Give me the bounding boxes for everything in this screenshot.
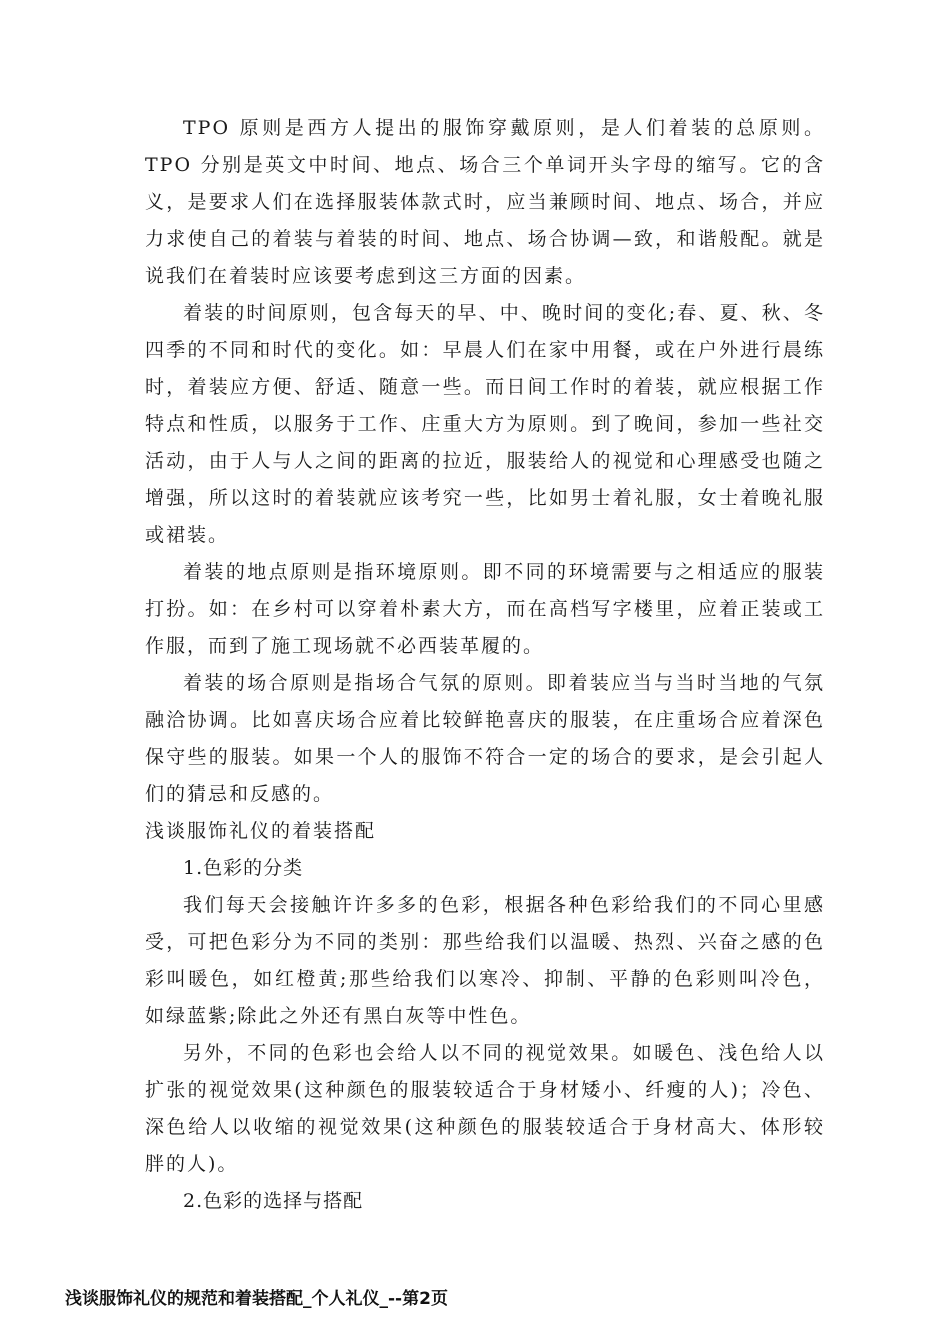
- paragraph-place-principle: 着装的地点原则是指环境原则。即不同的环境需要与之相适应的服装打扮。如：在乡村可以穿着朴素大方，而在高档写字楼里，应着正装或工作服，而到了施工现场就不必西装革履的。: [145, 561, 825, 657]
- paragraph-color-types: 我们每天会接触许许多多的色彩，根据各种色彩给我们的不同心里感受，可把色彩分为不同的类别：那些给我们以温暖、热烈、兴奋之感的色彩叫暖色，如红橙黄;那些给我们以寒冷、抑制、平静的色彩则叫冷色，如绿蓝紫;除此之外还有黑白灰等中性色。: [145, 894, 825, 1027]
- subheading-color-selection: 2.色彩的选择与搭配: [183, 1190, 364, 1212]
- paragraph-occasion-principle: 着装的场合原则是指场合气氛的原则。即着装应当与当时当地的气氛融洽协调。比如喜庆场合应着比较鲜艳喜庆的服装，在庄重场合应着深色保守些的服装。如果一个人的服饰不符合一定的场合的要求，是会引起人们的猜忌和反感的。: [145, 672, 825, 805]
- page-footer: 浅谈服饰礼仪的规范和着装搭配_个人礼仪_--第2页: [65, 1289, 448, 1309]
- section-heading: 浅谈服饰礼仪的着装搭配: [145, 820, 377, 842]
- paragraph-time-principle: 着装的时间原则，包含每天的早、中、晚时间的变化;春、夏、秋、冬四季的不同和时代的变化。如：早晨人们在家中用餐，或在户外进行晨练时，着装应方便、舒适、随意一些。而日间工作时的着装，就应根据工作特点和性质，以服务于工作、庄重大方为原则。到了晚间，参加一些社交活动，由于人与人之间的距离的拉近，服装给人的视觉和心理感受也随之增强，所以这时的着装就应该考究一些，比如男士着礼服，女士着晚礼服或裙装。: [145, 302, 825, 546]
- subheading-color-classification: 1.色彩的分类: [183, 857, 304, 879]
- paragraph-color-visual-effect: 另外，不同的色彩也会给人以不同的视觉效果。如暖色、浅色给人以扩张的视觉效果(这种颜色的服装较适合于身材矮小、纤瘦的人)；冷色、深色给人以收缩的视觉效果(这种颜色的服装较适合于身材高大、体形较胖的人)。: [145, 1042, 825, 1175]
- document-body: [145, 110, 825, 1220]
- paragraph-tpo-principle: TPO 原则是西方人提出的服饰穿戴原则，是人们着装的总原则。TPO 分别是英文中时间、地点、场合三个单词开头字母的缩写。它的含义，是要求人们在选择服装体款式时，应当兼顾时间、地点、场合，并应力求使自己的着装与着装的时间、地点、场合协调—致，和谐般配。就是说我们在着装时应该要考虑到这三方面的因素。: [145, 117, 825, 287]
